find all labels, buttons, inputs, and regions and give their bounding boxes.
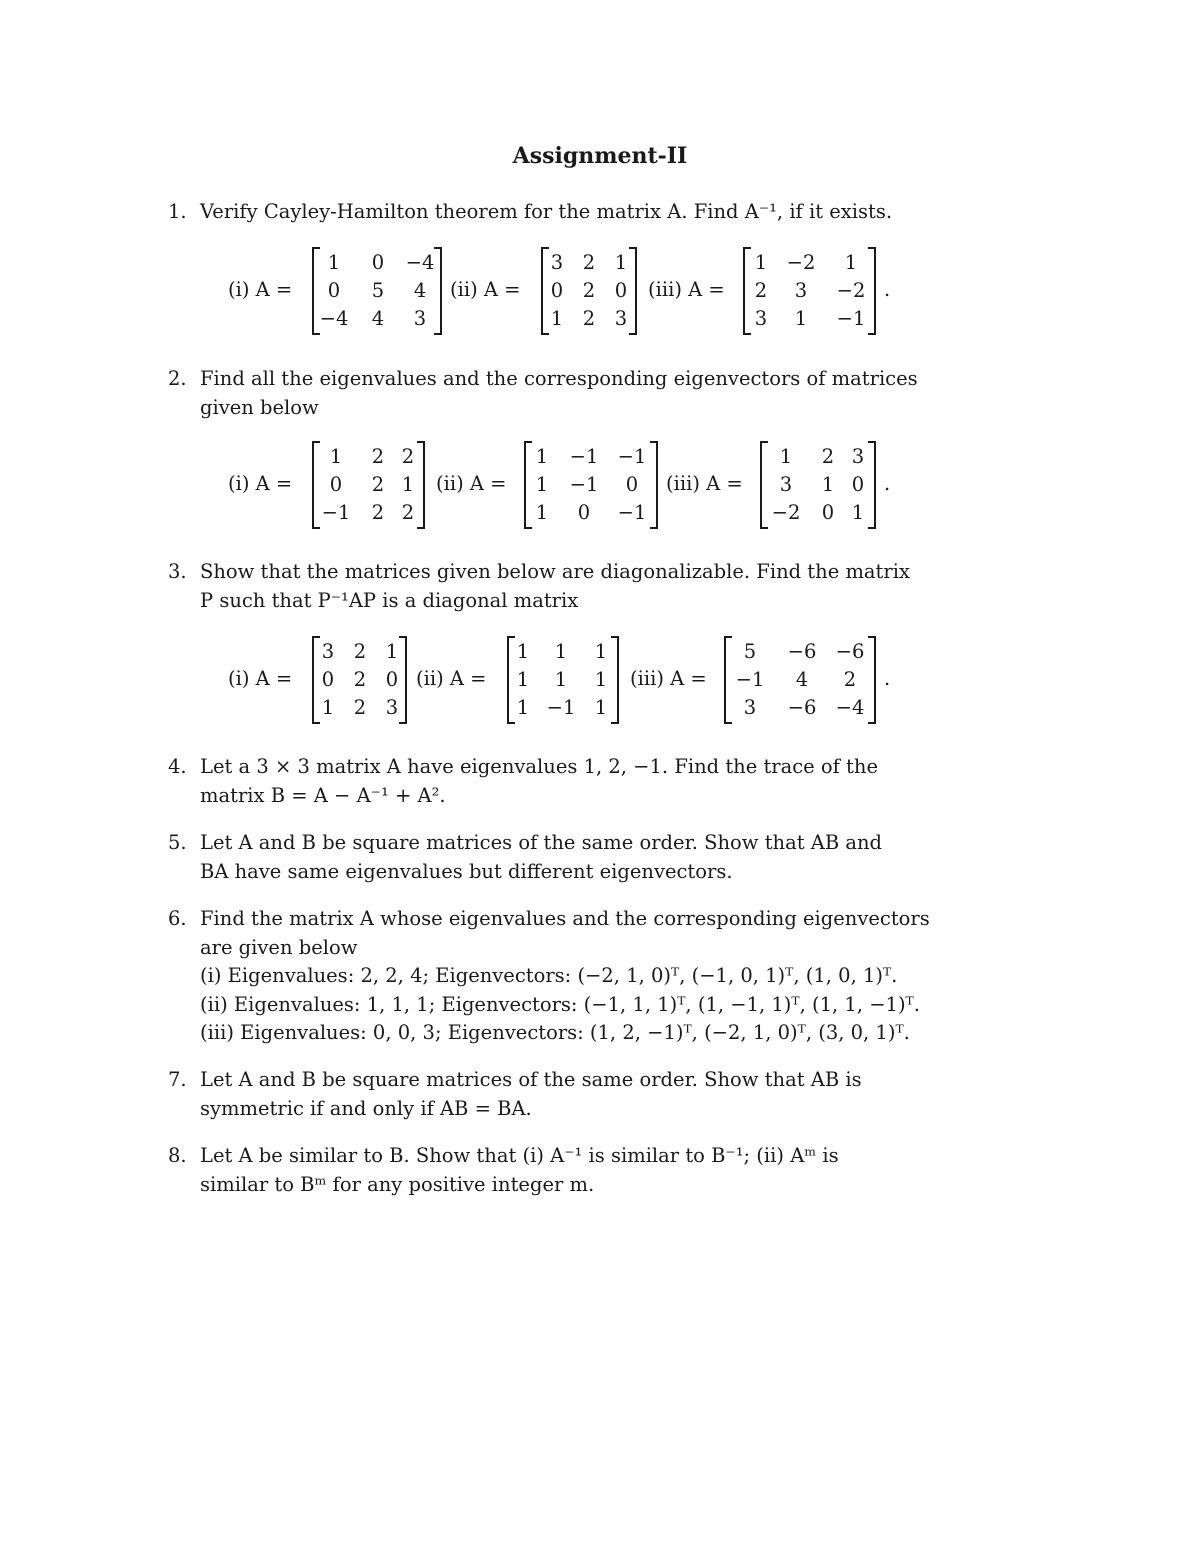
matrix-label: (i) A =	[228, 472, 293, 495]
matrix-cell: −2	[771, 501, 801, 524]
matrix-cell: 1	[550, 307, 564, 330]
question-2	[168, 365, 920, 422]
matrix-cell: −4	[405, 251, 435, 274]
matrix	[743, 247, 876, 333]
matrix-cell: 5	[743, 640, 757, 663]
matrix-cell: 1	[385, 640, 399, 663]
matrix-cell: −2	[786, 251, 816, 274]
eigen-item: (i) Eigenvalues: 2, 2, 4; Eigenvectors: (−2, 1, 0)ᵀ, (−1, 0, 1)ᵀ, (1, 0, 1)ᵀ.	[200, 964, 898, 987]
matrix-cell: 1	[794, 307, 808, 330]
matrix-cell: 1	[535, 445, 549, 468]
matrix-cell: 5	[371, 279, 385, 302]
matrix-cell: 1	[594, 640, 608, 663]
matrix-cell: 2	[821, 445, 835, 468]
question-number: 3.	[168, 560, 187, 583]
matrix-cell: −1	[321, 501, 351, 524]
question-number: 1.	[168, 200, 187, 223]
matrix-cell: 2	[371, 501, 385, 524]
matrix-cell: 3	[321, 640, 335, 663]
matrix-cell: 1	[554, 668, 568, 691]
eigen-item: (ii) Eigenvalues: 1, 1, 1; Eigenvectors: (−1, 1, 1)ᵀ, (1, −1, 1)ᵀ, (1, 1, −1)ᵀ.	[200, 992, 920, 1016]
matrix-cell: 0	[385, 668, 399, 691]
matrix-label: (iii) A =	[666, 472, 743, 495]
matrix-cell: 0	[371, 251, 385, 274]
matrix-cell: 1	[329, 445, 343, 468]
matrix-cell: 2	[582, 307, 596, 330]
matrix-cell: 0	[550, 279, 564, 302]
matrix-cell: 3	[794, 279, 808, 302]
matrix-cell: −1	[617, 445, 647, 468]
question-text: P such that P⁻¹AP is a diagonal matrix	[200, 588, 579, 612]
matrix	[312, 247, 442, 333]
question-text: Verify Cayley-Hamilton theorem for the matrix A. Find A⁻¹, if it exists.	[200, 200, 893, 223]
matrix-cell: 0	[321, 668, 335, 691]
question-1	[168, 198, 920, 227]
matrix-cell: −4	[319, 307, 349, 330]
matrix-cell: −1	[546, 696, 576, 719]
question-text: similar to Bᵐ for any positive integer m.	[200, 1172, 595, 1196]
matrix-cell: 0	[614, 279, 628, 302]
matrix-cell: 1	[516, 668, 530, 691]
question-text: symmetric if and only if AB = BA.	[200, 1096, 532, 1120]
matrix-label: (ii) A =	[436, 472, 507, 495]
question-text: given below	[200, 395, 319, 419]
matrix-cell: −1	[836, 307, 866, 330]
question-3	[168, 558, 920, 615]
matrix-cell: 1	[851, 501, 865, 524]
matrix-label: (ii) A =	[416, 667, 487, 690]
period: .	[884, 472, 891, 495]
matrix-cell: 1	[321, 696, 335, 719]
matrix-cell: 1	[821, 473, 835, 496]
matrix-cell: 2	[353, 696, 367, 719]
matrix-cell: 2	[353, 640, 367, 663]
matrix-cell: 3	[550, 251, 564, 274]
question-number: 5.	[168, 831, 187, 854]
matrix-cell: −6	[787, 696, 817, 719]
matrix-cell: 1	[535, 501, 549, 524]
matrix-cell: 2	[371, 445, 385, 468]
matrix-cell: 2	[353, 668, 367, 691]
question-text: are given below	[200, 935, 358, 959]
matrix-cell: −6	[835, 640, 865, 663]
page-title: Assignment-II	[512, 143, 688, 169]
matrix-cell: 2	[371, 473, 385, 496]
matrix-cell: 2	[401, 501, 415, 524]
matrix-cell: 1	[754, 251, 768, 274]
matrix-cell: 1	[594, 696, 608, 719]
matrix-cell: 2	[843, 668, 857, 691]
matrix-cell: 2	[582, 279, 596, 302]
matrix-label: (i) A =	[228, 278, 293, 301]
question-number: 8.	[168, 1144, 187, 1167]
matrix-cell: 2	[582, 251, 596, 274]
question-text: BA have same eigenvalues but different eigenvectors.	[200, 859, 733, 883]
matrix-cell: 1	[594, 668, 608, 691]
question-5	[168, 829, 920, 886]
matrix-cell: 2	[754, 279, 768, 302]
matrix-cell: 2	[401, 445, 415, 468]
matrix-cell: 3	[754, 307, 768, 330]
question-text: Show that the matrices given below are diagonalizable. Find the matrix	[200, 560, 910, 583]
question-number: 7.	[168, 1068, 187, 1091]
question-text: Find all the eigenvalues and the corresponding eigenvectors of matrices	[200, 367, 918, 390]
matrix-cell: 0	[821, 501, 835, 524]
matrix-cell: 0	[329, 473, 343, 496]
matrix-cell: 1	[614, 251, 628, 274]
matrix-label: (iii) A =	[630, 667, 707, 690]
matrix-cell: 1	[535, 473, 549, 496]
matrix-cell: 4	[413, 279, 427, 302]
question-text: Let A and B be square matrices of the same order. Show that AB and	[200, 831, 883, 854]
question-text: Let A be similar to B. Show that (i) A⁻¹ is similar to B⁻¹; (ii) Aᵐ is	[200, 1144, 839, 1167]
matrix-cell: 1	[554, 640, 568, 663]
matrix-cell: 0	[577, 501, 591, 524]
matrix-cell: 0	[625, 473, 639, 496]
matrix-cell: −1	[735, 668, 765, 691]
matrix-cell: −1	[617, 501, 647, 524]
question-number: 6.	[168, 907, 187, 930]
matrix-cell: 1	[327, 251, 341, 274]
question-text: matrix B = A − A⁻¹ + A².	[200, 783, 446, 807]
matrix	[312, 441, 425, 527]
question-number: 2.	[168, 367, 187, 390]
question-text: Let A and B be square matrices of the same order. Show that AB is	[200, 1068, 862, 1091]
matrix-cell: 1	[516, 696, 530, 719]
matrix	[507, 636, 619, 722]
matrix-cell: 3	[614, 307, 628, 330]
matrix-cell: 1	[844, 251, 858, 274]
period: .	[884, 278, 891, 301]
matrix-cell: 0	[327, 279, 341, 302]
question-4	[168, 753, 920, 810]
matrix-cell: 4	[371, 307, 385, 330]
matrix	[524, 441, 658, 527]
matrix-cell: −1	[569, 445, 599, 468]
period: .	[884, 667, 891, 690]
matrix-cell: 0	[851, 473, 865, 496]
matrix-cell: 3	[413, 307, 427, 330]
matrix	[541, 247, 637, 333]
eigen-item: (iii) Eigenvalues: 0, 0, 3; Eigenvectors: (1, 2, −1)ᵀ, (−2, 1, 0)ᵀ, (3, 0, 1)ᵀ.	[200, 1021, 910, 1044]
matrix	[724, 636, 876, 722]
question-text: Let a 3 × 3 matrix A have eigenvalues 1, 2, −1. Find the trace of the	[200, 755, 878, 778]
question-text: Find the matrix A whose eigenvalues and the corresponding eigenvectors	[200, 907, 930, 930]
matrix-cell: 3	[385, 696, 399, 719]
matrix-cell: 1	[401, 473, 415, 496]
matrix-cell: −4	[835, 696, 865, 719]
question-8	[168, 1142, 920, 1199]
matrix	[760, 441, 876, 527]
matrix-cell: −2	[836, 279, 866, 302]
matrix-label: (i) A =	[228, 667, 293, 690]
question-number: 4.	[168, 755, 187, 778]
question-7	[168, 1066, 920, 1123]
matrix-cell: 3	[851, 445, 865, 468]
question-6	[168, 905, 930, 1048]
matrix-cell: −6	[787, 640, 817, 663]
matrix-cell: 1	[779, 445, 793, 468]
matrix-cell: 1	[516, 640, 530, 663]
matrix-cell: 3	[779, 473, 793, 496]
matrix-label: (ii) A =	[450, 278, 521, 301]
matrix-cell: 4	[795, 668, 809, 691]
matrix-cell: −1	[569, 473, 599, 496]
matrix	[312, 636, 407, 722]
matrix-label: (iii) A =	[648, 278, 725, 301]
matrix-cell: 3	[743, 696, 757, 719]
